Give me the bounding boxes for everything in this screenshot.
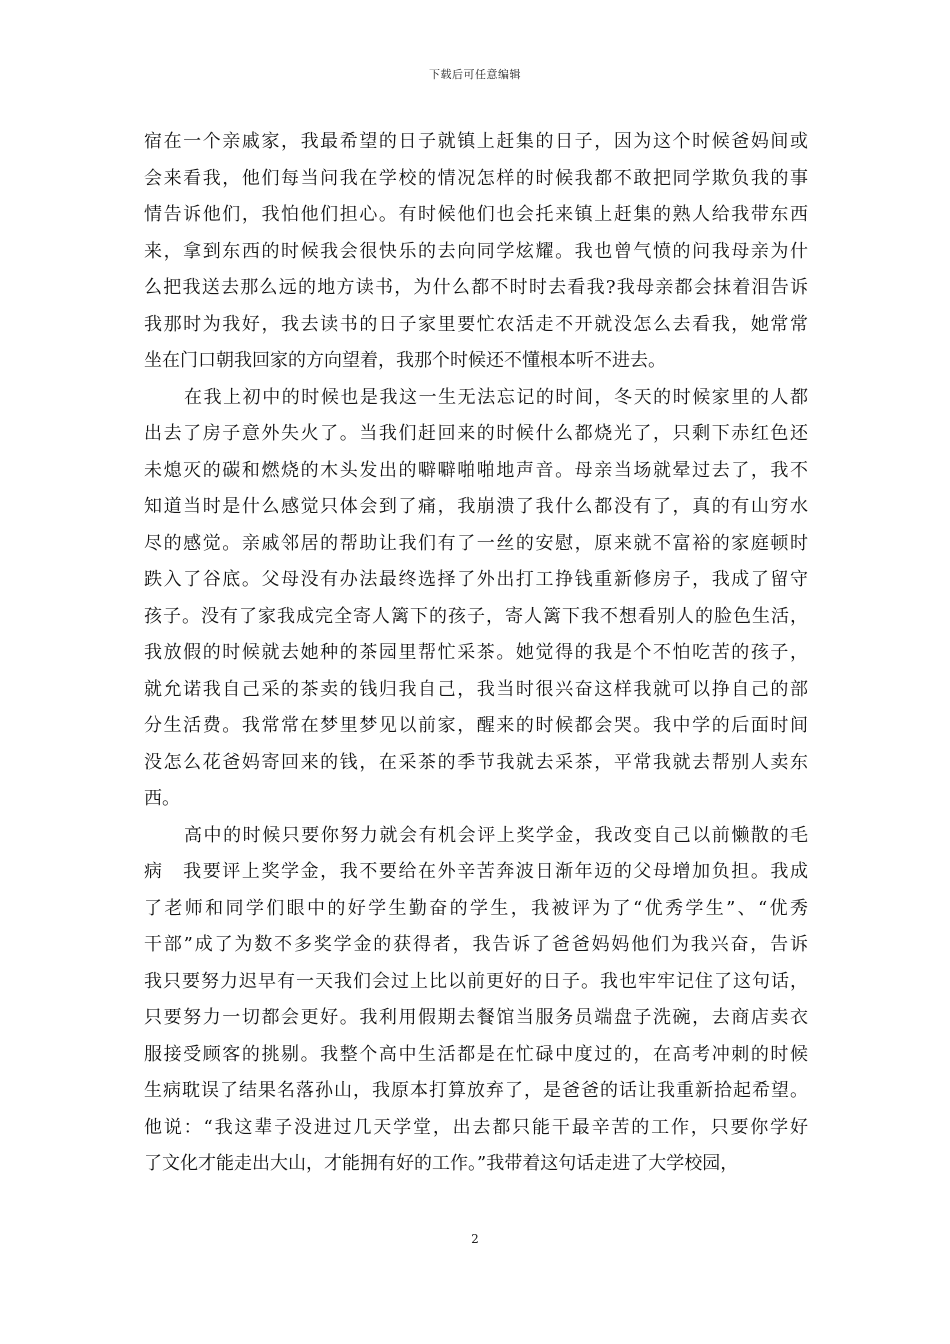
text-line: 我放假的时候就去她种的茶园里帮忙采茶。她觉得的我是个不怕吃苦的孩子， bbox=[144, 642, 808, 663]
text-line: 了老师和同学们眼中的好学生勤奋的学生，我被评为了“优秀学生”、“优秀 bbox=[144, 897, 808, 919]
text-line: 孩子。没有了家我成完全寄人篱下的孩子，寄人篱下我不想看别人的脸色生活， bbox=[144, 605, 808, 627]
text-line: 坐在门口朝我回家的方向望着，我那个时候还不懂根本听不进去。 bbox=[144, 350, 666, 371]
text-line: 生病耽误了结果名落孙山，我原本打算放弃了，是爸爸的话让我重新拾起希望。 bbox=[144, 1080, 808, 1101]
text-line: 病 我要评上奖学金，我不要给在外辛苦奔波日渐年迈的父母增加负担。我成 bbox=[144, 861, 808, 882]
body-text bbox=[144, 124, 808, 1183]
text-line: 来，拿到东西的时候我会很快乐的去向同学炫耀。我也曾气愤的问我母亲为什 bbox=[144, 240, 808, 262]
text-line: 未熄灭的碳和燃烧的木头发出的噼噼啪啪地声音。母亲当场就晕过去了，我不 bbox=[144, 459, 808, 481]
text-line: 会来看我，他们每当问我在学校的情况怎样的时候我都不敢把同学欺负我的事 bbox=[144, 167, 808, 189]
text-line: 我那时为我好，我去读书的日子家里要忙农活走不开就没怎么去看我，她常常 bbox=[144, 313, 808, 335]
text-line: 情告诉他们，我怕他们担心。有时候他们也会托来镇上赶集的熟人给我带东西 bbox=[144, 204, 808, 225]
text-line: 高中的时候只要你努力就会有机会评上奖学金，我改变自己以前懒散的毛 bbox=[184, 824, 808, 846]
text-line: 跌入了谷底。父母没有办法最终选择了外出打工挣钱重新修房子，我成了留守 bbox=[144, 569, 808, 590]
text-line: 分生活费。我常常在梦里梦见以前家，醒来的时候都会哭。我中学的后面时间 bbox=[144, 715, 808, 736]
text-line: 在我上初中的时候也是我这一生无法忘记的时间，冬天的时候家里的人都 bbox=[184, 386, 808, 408]
text-line: 我只要努力迟早有一天我们会过上比以前更好的日子。我也牢牢记住了这句话， bbox=[144, 970, 808, 992]
text-line: 宿在一个亲戚家，我最希望的日子就镇上赶集的日子，因为这个时候爸妈间或 bbox=[144, 131, 808, 152]
page-number: 2 bbox=[471, 1232, 479, 1246]
text-line: 就允诺我自己采的茶卖的钱归我自己，我当时很兴奋这样我就可以挣自己的部 bbox=[144, 678, 808, 700]
text-line: 他说：“我这辈子没进过几天学堂，出去都只能干最辛苦的工作，只要你学好 bbox=[144, 1116, 808, 1138]
text-line: 了文化才能走出大山，才能拥有好的工作。”我带着这句话走进了大学校园， bbox=[144, 1153, 739, 1174]
paragraph bbox=[144, 124, 808, 380]
text-line: 干部”成了为数不多奖学金的获得者，我告诉了爸爸妈妈他们为我兴奋，告诉 bbox=[144, 934, 808, 955]
paragraph bbox=[144, 380, 808, 818]
text-line: 知道当时是什么感觉只体会到了痛，我崩溃了我什么都没有了，真的有山穷水 bbox=[144, 496, 808, 517]
text-line: 只要努力一切都会更好。我利用假期去餐馆当服务员端盘子洗碗，去商店卖衣 bbox=[144, 1007, 808, 1028]
paragraph bbox=[144, 818, 808, 1183]
page-header: 下载后可任意编辑 bbox=[429, 68, 521, 81]
text-line: 出去了房子意外失火了。当我们赶回来的时候什么都烧光了，只剩下赤红色还 bbox=[144, 423, 808, 444]
text-line: 尽的感觉。亲戚邻居的帮助让我们有了一丝的安慰，原来就不富裕的家庭顿时 bbox=[144, 532, 808, 554]
text-line: 么把我送去那么远的地方读书，为什么都不时时去看我?我母亲都会抹着泪告诉 bbox=[144, 277, 808, 298]
text-line: 服接受顾客的挑剔。我整个高中生活都是在忙碌中度过的，在高考冲刺的时候 bbox=[144, 1043, 808, 1065]
text-line: 西。 bbox=[144, 788, 180, 809]
text-line: 没怎么花爸妈寄回来的钱，在采茶的季节我就去采茶，平常我就去帮别人卖东 bbox=[144, 751, 808, 773]
